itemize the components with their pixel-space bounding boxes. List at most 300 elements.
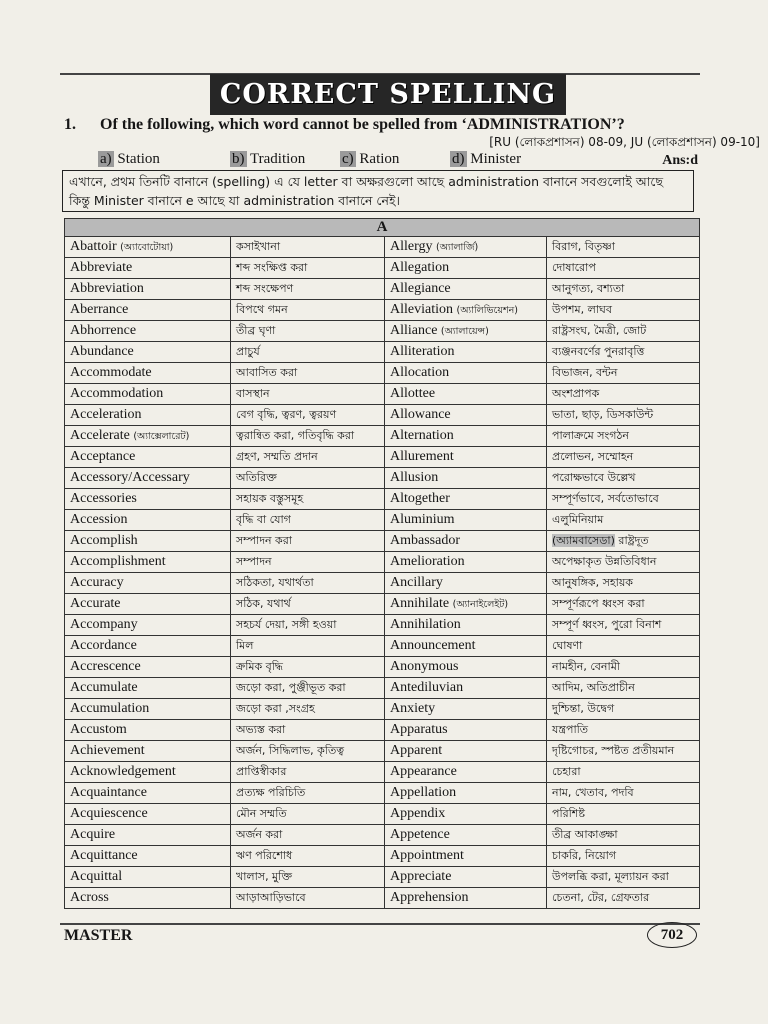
meaning-cell-left (231, 321, 385, 342)
table-row (65, 783, 700, 804)
table-row (65, 657, 700, 678)
word-cell-right (385, 762, 547, 783)
word-cell-left (65, 594, 231, 615)
meaning-cell-right (547, 594, 700, 615)
word: Acknowledgement (70, 764, 176, 779)
word-cell-left (65, 846, 231, 867)
word-cell-right (385, 678, 547, 699)
word: Accessories (70, 491, 137, 506)
meaning: বিপথে গমন (236, 302, 288, 316)
meaning: নাম, খেতাব, পদবি (552, 785, 634, 799)
option-text: Tradition (249, 151, 306, 167)
meaning-cell-right (547, 888, 700, 909)
meaning-cell-left (231, 363, 385, 384)
table-row (65, 804, 700, 825)
table-row (65, 867, 700, 888)
option-text: Station (117, 151, 160, 167)
word: Alleviation (390, 301, 453, 317)
word: Aberrance (70, 302, 129, 317)
meaning-cell-right (547, 258, 700, 279)
table-row (65, 489, 700, 510)
meaning: ভাতা, ছাড়, ডিসকাউন্ট (552, 407, 654, 421)
meaning: সঠিকতা, যথার্থতা (236, 575, 314, 589)
meaning: ঘোষণা (552, 638, 583, 652)
meaning: এলুমিনিয়াম (552, 512, 604, 526)
meaning: চেহারা (552, 764, 581, 778)
word-cell-right (385, 237, 547, 258)
meaning-cell-left (231, 783, 385, 804)
word-cell-right (385, 594, 547, 615)
meaning: গ্রহণ, সম্মতি প্রদান (236, 449, 318, 463)
word-cell-left (65, 447, 231, 468)
pronunciation: (অ্যানাইলেইট) (452, 598, 509, 610)
meaning-cell-right (547, 279, 700, 300)
word-cell-left (65, 783, 231, 804)
word: Altogether (390, 491, 450, 506)
meaning-cell-left (231, 741, 385, 762)
meaning: রাষ্ট্রদূত (618, 533, 649, 547)
meaning: বিভাজন, বন্টন (552, 365, 618, 379)
meaning: প্রাপ্তিস্বীকার (236, 764, 287, 778)
meaning-cell-right (547, 342, 700, 363)
meaning-cell-left (231, 237, 385, 258)
word: Aluminium (390, 512, 455, 527)
meaning: শব্দ সংক্ষেপণ (236, 281, 294, 295)
word: Allottee (390, 386, 436, 401)
table-row (65, 447, 700, 468)
table-row (65, 468, 700, 489)
word-cell-right (385, 468, 547, 489)
table-row (65, 678, 700, 699)
table-row (65, 279, 700, 300)
word-cell-left (65, 825, 231, 846)
pronunciation: (অ্যালায়েন্স) (440, 325, 489, 337)
table-row (65, 405, 700, 426)
meaning: সম্পাদন করা (236, 533, 292, 547)
meaning-cell-right (547, 825, 700, 846)
meaning-cell-right (547, 867, 700, 888)
word-cell-left (65, 321, 231, 342)
word: Ambassador (390, 533, 460, 548)
table-row (65, 510, 700, 531)
meaning: পালাক্রমে সংগঠন (552, 428, 629, 442)
meaning-cell-right (547, 405, 700, 426)
word-cell-left (65, 741, 231, 762)
word-cell-left (65, 510, 231, 531)
table-row (65, 741, 700, 762)
table-row (65, 552, 700, 573)
meaning: আবাসিত করা (236, 365, 298, 379)
word-cell-right (385, 825, 547, 846)
answer-key: Ans:d (662, 153, 698, 168)
word-cell-right (385, 552, 547, 573)
word-cell-right (385, 720, 547, 741)
word-cell-left (65, 636, 231, 657)
meaning: অপেক্ষাকৃত উন্নতিবিধান (552, 554, 657, 568)
table-row (65, 594, 700, 615)
meaning: চেতনা, টের, গ্রেফতার (552, 890, 650, 904)
meaning-cell-right (547, 573, 700, 594)
meaning: সম্পূর্ণ ধ্বংস, পুরো বিনাশ (552, 617, 662, 631)
meaning: সম্পূর্ণরূপে ধ্বংস করা (552, 596, 645, 610)
meaning: রাষ্ট্রসংঘ, মৈত্রী, জোট (552, 323, 647, 337)
table-row (65, 846, 700, 867)
meaning: অতিরিক্ত (236, 470, 277, 484)
word-cell-right (385, 489, 547, 510)
word: Apparent (390, 743, 443, 758)
word-cell-left (65, 867, 231, 888)
meaning-cell-right (547, 426, 700, 447)
word: Allocation (390, 365, 450, 380)
word-cell-left (65, 258, 231, 279)
meaning: মৌন সম্মতি (236, 806, 287, 820)
table-row (65, 342, 700, 363)
option-c (340, 151, 399, 168)
word: Appointment (390, 848, 464, 863)
word: Anxiety (390, 701, 436, 716)
word: Appearance (390, 764, 457, 779)
table-row (65, 573, 700, 594)
word-cell-right (385, 447, 547, 468)
meaning: তীব্র ঘৃণা (236, 323, 276, 337)
meaning: দৃষ্টিগোচর, স্পষ্টত প্রতীয়মান (552, 743, 675, 757)
word-cell-right (385, 531, 547, 552)
pronunciation: (অ্যালার্জি) (436, 241, 479, 253)
word-cell-left (65, 426, 231, 447)
word: Abhorrence (70, 323, 137, 338)
meaning-cell-right (547, 321, 700, 342)
meaning: প্রাচুর্য (236, 344, 260, 358)
word-cell-left (65, 468, 231, 489)
word: Ancillary (390, 575, 443, 590)
meaning: আনুগত্য, বশ্যতা (552, 281, 625, 295)
word-cell-left (65, 699, 231, 720)
meaning: নামহীন, বেনামী (552, 659, 620, 673)
word: Accomplishment (70, 554, 166, 569)
word-cell-right (385, 300, 547, 321)
word: Announcement (390, 638, 476, 653)
meaning-cell-right (547, 552, 700, 573)
meaning-cell-right (547, 657, 700, 678)
word: Abbreviate (70, 260, 133, 275)
meaning-cell-left (231, 426, 385, 447)
meaning: উপলব্ধি করা, মূল্যায়ন করা (552, 869, 669, 883)
meaning-cell-left (231, 510, 385, 531)
word-cell-left (65, 720, 231, 741)
meaning: চাকরি, নিয়োগ (552, 848, 617, 862)
word-cell-left (65, 237, 231, 258)
word-cell-right (385, 846, 547, 867)
word: Appendix (390, 806, 446, 821)
word: Anonymous (390, 659, 459, 674)
word-cell-left (65, 888, 231, 909)
meaning-cell-left (231, 825, 385, 846)
meaning-cell-left (231, 468, 385, 489)
word-cell-right (385, 573, 547, 594)
word-cell-left (65, 657, 231, 678)
word-cell-right (385, 342, 547, 363)
meaning-cell-left (231, 804, 385, 825)
table-row (65, 762, 700, 783)
word-cell-left (65, 552, 231, 573)
meaning-cell-right (547, 489, 700, 510)
meaning: মিল (236, 638, 254, 652)
meaning-cell-left (231, 447, 385, 468)
option-d (450, 151, 521, 168)
explanation-line: এখানে, প্রথম তিনটি বানানে (spelling) এ যে letter বা অক্ষরগুলো আছে administration বানানে সবগুলোই আছে (69, 174, 664, 189)
meaning-cell-left (231, 594, 385, 615)
meaning: ঋণ পরিশোধ (236, 848, 293, 862)
vocabulary-rows (65, 237, 700, 909)
option-text: Ration (359, 151, 400, 167)
word-cell-right (385, 384, 547, 405)
word: Allergy (390, 238, 433, 254)
word: Accustom (70, 722, 127, 737)
meaning: অভ্যস্ত করা (236, 722, 286, 736)
meaning-cell-left (231, 657, 385, 678)
word: Accordance (70, 638, 137, 653)
word: Accrescence (70, 659, 141, 674)
meaning-cell-right (547, 636, 700, 657)
table-row (65, 363, 700, 384)
meaning: আড়াআড়িভাবে (236, 890, 306, 904)
meaning-cell-right (547, 510, 700, 531)
word-cell-right (385, 279, 547, 300)
table-row (65, 636, 700, 657)
word: Accumulate (70, 680, 138, 695)
option-text: Minister (470, 151, 522, 167)
word: Abbreviation (70, 281, 144, 296)
meaning-cell-right (547, 783, 700, 804)
word-cell-right (385, 783, 547, 804)
word: Acquittal (70, 869, 123, 884)
meaning: অংশপ্রাপক (552, 386, 600, 400)
table-row (65, 699, 700, 720)
word: Across (70, 890, 109, 905)
meaning-cell-right (547, 720, 700, 741)
section-letter: A (65, 219, 700, 237)
meaning-cell-right (547, 741, 700, 762)
question-number: 1. (64, 116, 76, 133)
word: Acceptance (70, 449, 136, 464)
meaning-cell-right (547, 846, 700, 867)
meaning-cell-left (231, 867, 385, 888)
word: Alternation (390, 428, 454, 443)
word: Appetence (390, 827, 450, 842)
word-cell-right (385, 510, 547, 531)
option-label: d) (452, 151, 465, 167)
word: Allusion (390, 470, 439, 485)
meaning-cell-right (547, 447, 700, 468)
word-cell-left (65, 762, 231, 783)
meaning-cell-right (547, 384, 700, 405)
word-cell-right (385, 615, 547, 636)
word: Annihilation (390, 617, 461, 632)
word: Accompany (70, 617, 138, 632)
word-cell-left (65, 405, 231, 426)
meaning: যন্ত্রপাতি (552, 722, 589, 736)
meaning-cell-right (547, 531, 700, 552)
word: Alliteration (390, 344, 455, 359)
word-cell-right (385, 657, 547, 678)
question-source: [RU (লোকপ্রশাসন) 08-09, JU (লোকপ্রশাসন) 09-10] (489, 135, 760, 149)
meaning: উপশম, লাঘব (552, 302, 612, 316)
option-b (230, 151, 305, 168)
vocabulary-table (64, 218, 700, 909)
word: Apparatus (390, 722, 448, 737)
word: Acquittance (70, 848, 138, 863)
meaning: সম্পাদন (236, 554, 272, 568)
meaning-cell-left (231, 573, 385, 594)
explanation-line: কিন্তু Minister বানানে e আছে যা administration বানানে নেই। (69, 193, 400, 208)
meaning: জড়ো করা, পুঞ্জীভূত করা (236, 680, 346, 694)
footer-brand: MASTER (64, 927, 133, 944)
word-cell-left (65, 279, 231, 300)
word: Appreciate (390, 869, 452, 884)
meaning-cell-right (547, 300, 700, 321)
meaning-cell-left (231, 699, 385, 720)
word: Accelerate (70, 427, 130, 443)
meaning-cell-right (547, 468, 700, 489)
word: Acquire (70, 827, 116, 842)
meaning: ক্রমিক বৃদ্ধি (236, 659, 283, 673)
meaning: আদিম, অতিপ্রাচীন (552, 680, 635, 694)
word: Amelioration (390, 554, 465, 569)
word: Abundance (70, 344, 134, 359)
meaning-cell-left (231, 279, 385, 300)
word: Achievement (70, 743, 145, 758)
word: Allegiance (390, 281, 451, 296)
meaning-cell-right (547, 804, 700, 825)
word: Acquiescence (70, 806, 148, 821)
word: Allurement (390, 449, 454, 464)
word: Acquaintance (70, 785, 147, 800)
word: Allowance (390, 407, 451, 422)
meaning-cell-left (231, 384, 385, 405)
meaning-cell-right (547, 237, 700, 258)
word-cell-right (385, 405, 547, 426)
word: Alliance (390, 322, 438, 338)
meaning-cell-right (547, 363, 700, 384)
meaning-cell-right (547, 699, 700, 720)
word-cell-left (65, 384, 231, 405)
meaning-cell-left (231, 888, 385, 909)
word-cell-left (65, 615, 231, 636)
word: Accessory/Accessary (70, 470, 190, 485)
word: Antediluvian (390, 680, 464, 695)
meaning: প্রলোভন, সম্মোহন (552, 449, 634, 463)
word-cell-right (385, 741, 547, 762)
page-number: 702 (647, 922, 697, 948)
word: Accommodation (70, 386, 164, 401)
word: Appellation (390, 785, 457, 800)
word: Accommodate (70, 365, 152, 380)
meaning: বাসস্থান (236, 386, 270, 400)
meaning: আনুষঙ্গিক, সহায়ক (552, 575, 634, 589)
word-cell-left (65, 678, 231, 699)
table-row (65, 426, 700, 447)
word-cell-right (385, 426, 547, 447)
word: Allegation (390, 260, 450, 275)
meaning-cell-right (547, 615, 700, 636)
table-row (65, 300, 700, 321)
meaning-cell-right (547, 762, 700, 783)
meaning-cell-left (231, 258, 385, 279)
meaning-cell-left (231, 846, 385, 867)
option-label: a) (100, 151, 112, 167)
meaning-cell-left (231, 342, 385, 363)
meaning: পরিশিষ্ট (552, 806, 585, 820)
word-cell-right (385, 699, 547, 720)
word: Abattoir (70, 238, 117, 254)
meaning: দোষারোপ (552, 260, 596, 274)
meaning: পরোক্ষভাবে উল্লেখ (552, 470, 636, 484)
word-cell-left (65, 300, 231, 321)
table-row (65, 825, 700, 846)
meaning: ত্বরান্বিত করা, গতিবৃদ্ধি করা (236, 428, 355, 442)
option-a (98, 151, 160, 168)
word-cell-left (65, 804, 231, 825)
table-row (65, 321, 700, 342)
meaning-cell-left (231, 300, 385, 321)
option-label: c) (342, 151, 354, 167)
meaning-cell-left (231, 405, 385, 426)
word-cell-left (65, 573, 231, 594)
meaning-cell-right (547, 678, 700, 699)
meaning: ব্যঞ্জনবর্ণের পুনরাবৃত্তি (552, 344, 645, 358)
meaning: সম্পূর্ণভাবে, সর্বতোভাবে (552, 491, 659, 505)
meaning-cell-left (231, 678, 385, 699)
meaning: সহায়ক বস্তুসমূহ (236, 491, 304, 505)
word: Apprehension (390, 890, 469, 905)
word: Accurate (70, 596, 121, 611)
option-label: b) (232, 151, 245, 167)
meaning: দুশ্চিন্তা, উদ্বেগ (552, 701, 615, 715)
highlighted-pronunciation: (অ্যামবাসেডা) (552, 533, 615, 547)
meaning: জড়ো করা ,সংগ্রহ (236, 701, 315, 715)
meaning: বিরাগ, বিতৃষ্ণা (552, 239, 615, 253)
meaning-cell-left (231, 762, 385, 783)
word-cell-left (65, 363, 231, 384)
meaning: বৃদ্ধি বা যোগ (236, 512, 291, 526)
word-cell-right (385, 363, 547, 384)
table-row (65, 615, 700, 636)
explanation-box (62, 170, 694, 212)
table-row (65, 258, 700, 279)
meaning-cell-left (231, 489, 385, 510)
word-cell-right (385, 888, 547, 909)
meaning: প্রত্যক্ষ পরিচিতি (236, 785, 306, 799)
word-cell-right (385, 321, 547, 342)
word: Accession (70, 512, 128, 527)
footer-rule (60, 923, 700, 925)
word-cell-right (385, 258, 547, 279)
word: Annihilate (390, 595, 450, 611)
meaning: সহচর্য দেয়া, সঙ্গী হওয়া (236, 617, 337, 631)
table-row (65, 531, 700, 552)
word: Accomplish (70, 533, 138, 548)
table-row (65, 384, 700, 405)
meaning-cell-left (231, 552, 385, 573)
word-cell-right (385, 804, 547, 825)
table-row (65, 888, 700, 909)
meaning-cell-left (231, 636, 385, 657)
meaning: অর্জন, সিদ্ধিলাভ, কৃতিত্ব (236, 743, 345, 757)
question-text: Of the following, which word cannot be spelled from ‘ADMINISTRATION’? (100, 116, 625, 133)
meaning: বেগ বৃদ্ধি, ত্বরণ, ত্বরয়ণ (236, 407, 337, 421)
pronunciation: (অ্যাবোটোয়া) (120, 241, 174, 253)
pronunciation: (অ্যাক্সেলারেট) (133, 430, 190, 442)
